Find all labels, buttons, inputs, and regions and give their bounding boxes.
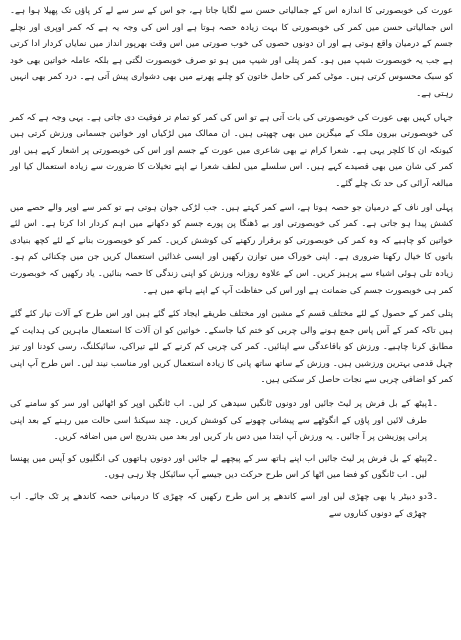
list-item (10, 451, 453, 484)
exercise-number: 1۔ (427, 399, 439, 410)
exercise-text: پیٹھ کے بل فرش پر لیٹ جائیں اور دونوں ٹانگیں سیدھی کر لیں۔ اب ٹانگیں اوپر کو اٹھائیں اور سر کو سامنے کی طرف لائیں اور پاؤں کے انگوٹھے سے پیشانی چھونے کی کوشش کریں۔ چند سیکنڈ اسی حالت میں رہنے کے بعد اپنی پرانی پوزیشن پر آ جائیں۔ یہ ورزش آپ ابتدا میں دس بار کریں اور بعد میں بتدریج اس میں اضافہ کریں۔ (10, 399, 427, 443)
exercise-number: 2۔ (427, 453, 439, 464)
paragraph-waist-importance: جہاں کہیں بھی عورت کی خوبصورتی کی بات آتی ہے تو اس کی کمر کو تمام تر فوقیت دی جاتی ہے۔ یہی وجہ ہے کہ کمر کی خوبصورتی بیرون ملک کے میگزین میں بھی چھپتی ہیں۔ ان ممالک میں لڑکیاں اور خواتین جسمانی ورزش کرتی ہیں کیونکہ ان کا کلچر یہی ہے۔ شعرا کرام نے بھی شاعری میں عورت کے جسم اور اس کی خوبصورتی پر اشعار کہے ہیں اور کمر کی شان میں بھی قصیدے کہے ہیں۔ اس سلسلے میں لطف شعرا نے اپنے تخیلات کا ضرورت سے زیادہ استعمال کیا اور مبالغہ آرائی کی حد تک چلے گئے۔ (10, 112, 453, 189)
exercise-list (10, 396, 453, 522)
exercise-text: پیٹھ کے بل فرش پر لیٹ جائیں اب اپنے ہاتھ سر کے پیچھے لے جائیں اور دونوں ہاتھوں کی انگلیوں کو آپس میں پھنسا لیں۔ اب ٹانگوں کو فضا میں اٹھا کر اس طرح حرکت دیں جیسے آپ سائیکل چلا رہی ہوں۔ (10, 453, 427, 481)
paragraph-waist-methods: پتلی کمر کے حصول کے لئے مختلف قسم کے مشین اور مختلف طریقے ایجاد کئے گئے ہیں اور اس طرح کے آلات تیار کئے گئے ہیں تاکہ کمر کے آس پاس جمع ہونے والی چربی کو ختم کیا جاسکے۔ خواتین کو ان آلات کا استعمال ماہرین کی ہدایت کے مطابق کرنا چاہیے۔ ورزش کو باقاعدگی سے اپنائیں۔ کمر کی چربی کم کرنے کے لئے تیراکی، سائیکلنگ، رسی کودنا اور تیز چہل قدمی بہترین ورزشیں ہیں۔ ورزش کے ساتھ ساتھ پانی کا زیادہ استعمال کریں اور مناسب نیند لیں۔ اس طرح آپ اپنی کمر کو اضافی چربی سے نجات حاصل کر سکتی ہیں۔ (10, 309, 453, 386)
paragraph-intro: عورت کی خوبصورتی کا اندازہ اس کے جمالیاتی حسن سے لگایا جاتا ہے، جو اس کے سر سے لے کر پاؤں تک پھیلا ہوا ہے۔ اس جمالیاتی حسن میں کمر کی خوبصورتی کا بہت زیادہ حصہ ہوتا ہے اور اس کی وجہ یہ ہے کہ کمر اوپری اور نچلے جسم کے درمیان واقع ہوتی ہے اور ان دونوں حصوں کی خوب صورتی میں اس وقت بھرپور انداز میں نمایاں کردار ادا کرتی ہے جب یہ خوبصورت شیپ میں ہو۔ کمر پتلی اور شیپ میں ہو تو صرف خوبصورت لگتی ہے بلکہ عاملہ خواتین بھی خود کو سبک محسوس کرتی ہیں۔ موٹی کمر کی حامل خاتون کو چلنے پھرنے میں بھی دشواری پیش آتی ہے۔ درد کمر بھی انہیں رہتی ہے۔ (10, 6, 453, 99)
exercise-text: دو دبیٹر یا بھی چھڑی لیں اور اسے کاندھے پر اس طرح رکھیں کہ چھڑی کا درمیانی حصہ کاندھے پر ٹک جائے۔ اب چھڑی کے دونوں کناروں سے (10, 492, 427, 519)
exercise-number: 3۔ (427, 492, 439, 503)
list-item (10, 396, 453, 446)
list-item (10, 489, 453, 522)
paragraph-waist-definition: پہلی اور ناف کے درمیان جو حصہ ہوتا ہے، اسے کمر کہتے ہیں۔ جب لڑکی جوان ہوتی ہے تو کمر سے اوپر والے حصے میں کشش پیدا ہو جاتی ہے۔ کمر کی خوبصورتی اور بے ڈھنگا پن پورے جسم کو دکھانے میں اہم کردار ادا کرتا ہے۔ اس لئے خواتین کو چاہیے کہ وہ کمر کی خوبصورتی کو برقرار رکھنے کی کوشش کریں۔ کمر کو خوبصورت بنانے کے لئے کچھ بنیادی باتوں کا خیال رکھنا ضروری ہے۔ اپنی خوراک میں توازن رکھیں اور ایسی غذائیں استعمال کریں جن میں چکنائی کم ہو۔ زیادہ تلی ہوئی اشیاء سے پرہیز کریں۔ اس کے علاوہ روزانہ ورزش کو اپنی زندگی کا حصہ بنائیں۔ یاد رکھیں کہ خوبصورت کمر ہی خوبصورت جسم کی ضمانت ہے اور اس کی حفاظت آپ کے اپنے ہاتھ میں ہے۔ (10, 202, 453, 296)
